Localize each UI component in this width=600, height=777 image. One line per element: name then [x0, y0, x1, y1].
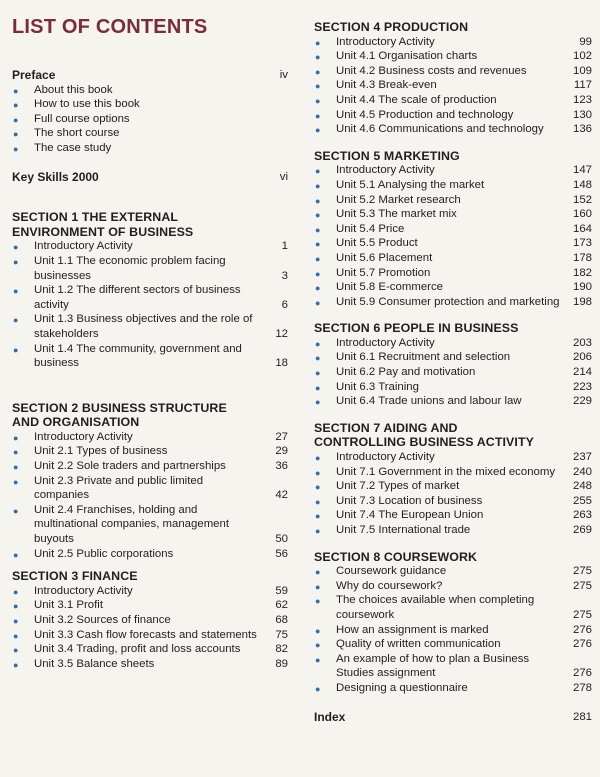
bullet-icon: ●: [315, 382, 321, 393]
bullet-icon: ●: [315, 368, 321, 379]
entry-title: Unit 1.1 The economic problem facing businesses: [34, 254, 226, 282]
toc-entry: [314, 350, 592, 365]
page-number: 68: [275, 614, 288, 626]
page-number: 82: [275, 643, 288, 656]
entry-title: Unit 5.6 Placement: [336, 251, 433, 264]
toc-entry: [314, 280, 592, 295]
bullet-icon: ●: [13, 85, 19, 96]
entry-title: Unit 5.8 E-commerce: [336, 281, 443, 294]
toc-entry: [314, 295, 592, 310]
list-item: [12, 126, 288, 141]
bullet-icon: ●: [13, 549, 19, 560]
section-7-heading: [314, 421, 592, 450]
page-number: 275: [572, 608, 592, 621]
page-number: 130: [572, 108, 592, 121]
page-number: 152: [572, 193, 592, 206]
section-2-heading-line2: AND ORGANISATION: [12, 415, 140, 430]
section-7-heading-line1: SECTION 7 AIDING AND: [314, 420, 458, 435]
entry-title: Full course options: [34, 112, 130, 125]
page-number: 203: [572, 336, 592, 349]
toc-entry: [314, 122, 592, 137]
page-number: 237: [572, 451, 592, 464]
bullet-icon: ●: [315, 482, 321, 493]
entry-title: The choices available when completing coursework: [336, 594, 535, 621]
bullet-icon: ●: [315, 467, 321, 478]
page-number: 173: [572, 237, 592, 250]
toc-entry: [314, 49, 592, 64]
toc-entry: [12, 254, 288, 283]
toc-entry: [314, 479, 592, 494]
entry-title: Why do coursework?: [336, 579, 443, 592]
page-number: 229: [572, 395, 592, 408]
page-number: 178: [572, 251, 592, 264]
bullet-icon: ●: [315, 268, 321, 279]
entry-title: Unit 6.2 Pay and motivation: [336, 366, 476, 379]
index-label: Index: [314, 709, 346, 724]
bullet-icon: ●: [13, 344, 19, 355]
section-3-heading: SECTION 3 FINANCE: [12, 569, 138, 584]
entry-title: Unit 1.4 The community, government and business: [34, 342, 242, 370]
bullet-icon: ●: [315, 66, 321, 77]
toc-entry: [314, 93, 592, 108]
page-number: 278: [572, 681, 592, 694]
section-7-heading-line2: CONTROLLING BUSINESS ACTIVITY: [314, 435, 534, 450]
bullet-icon: ●: [13, 256, 19, 267]
section-1-list: [12, 239, 288, 370]
entry-title: Designing a questionnaire: [336, 681, 468, 694]
page-number: 148: [572, 178, 592, 191]
page-number: 214: [572, 366, 592, 379]
section-1-heading-line2: ENVIRONMENT OF BUSINESS: [12, 224, 194, 239]
bullet-icon: ●: [315, 210, 321, 221]
page-number: 263: [572, 509, 592, 522]
toc-entry: [314, 523, 592, 538]
bullet-icon: ●: [315, 654, 321, 665]
entry-title: Unit 2.5 Public corporations: [34, 547, 174, 560]
page-number: 255: [572, 494, 592, 507]
page-number: 6: [281, 298, 288, 311]
toc-entry: [12, 459, 288, 474]
toc-entry: [12, 628, 288, 643]
bullet-icon: ●: [13, 462, 19, 473]
page-number: 102: [572, 50, 592, 63]
entry-title: Unit 5.7 Promotion: [336, 266, 431, 279]
entry-title: Introductory Activity: [34, 584, 133, 597]
bullet-icon: ●: [315, 224, 321, 235]
section-6-heading: SECTION 6 PEOPLE IN BUSINESS: [314, 321, 519, 336]
toc-entry: [314, 579, 592, 594]
page-number: 27: [275, 430, 288, 443]
toc-entry: [314, 163, 592, 178]
entry-title: Unit 4.4 The scale of production: [336, 93, 497, 106]
section-1-heading: [12, 210, 288, 239]
bullet-icon: ●: [315, 253, 321, 264]
bullet-icon: ●: [13, 601, 19, 612]
bullet-icon: ●: [315, 166, 321, 177]
toc-entry: [314, 494, 592, 509]
toc-entry: [314, 652, 592, 681]
entry-title: Unit 7.1 Government in the mixed economy: [336, 465, 556, 478]
bullet-icon: ●: [13, 114, 19, 125]
page-number: 59: [275, 584, 288, 597]
entry-title: About this book: [34, 83, 113, 96]
page-number: 160: [572, 208, 592, 221]
page-number: 29: [275, 445, 288, 458]
page-number: 240: [572, 465, 592, 478]
page-number: 276: [572, 638, 592, 651]
entry-title: Unit 4.5 Production and technology: [336, 108, 514, 121]
toc-entry: [314, 207, 592, 222]
entry-title: Unit 5.9 Consumer protection and marketing: [336, 295, 560, 308]
section-5-heading: SECTION 5 MARKETING: [314, 148, 460, 163]
bullet-icon: ●: [13, 100, 19, 111]
entry-title: Unit 7.5 International trade: [336, 524, 471, 536]
entry-title: Unit 3.1 Profit: [34, 599, 104, 612]
page-number: 99: [579, 35, 592, 48]
toc-entry: [12, 444, 288, 459]
section-3-list: [12, 584, 288, 672]
section-7-list: [314, 450, 592, 538]
toc-entry: [314, 64, 592, 79]
toc-entry: [12, 342, 288, 371]
bullet-icon: ●: [315, 95, 321, 106]
entry-title: Unit 2.1 Types of business: [34, 445, 168, 458]
bullet-icon: ●: [315, 581, 321, 592]
page-number: 136: [572, 123, 592, 136]
entry-title: Unit 4.3 Break-even: [336, 79, 437, 92]
page-number: 276: [572, 623, 592, 636]
page-number: 3: [281, 269, 288, 282]
entry-title: Introductory Activity: [336, 451, 435, 464]
bullet-icon: ●: [13, 659, 19, 670]
entry-title: Unit 4.6 Communications and technology: [336, 123, 544, 136]
entry-title: Unit 4.1 Organisation charts: [336, 50, 478, 63]
page-number: 147: [572, 164, 592, 177]
entry-title: Unit 5.2 Market research: [336, 193, 461, 206]
bullet-icon: ●: [315, 567, 321, 578]
preface-list: [12, 83, 288, 156]
toc-entry: [314, 564, 592, 579]
entry-title: Unit 5.4 Price: [336, 222, 405, 235]
entry-title: Unit 3.4 Trading, profit and loss accounts: [34, 643, 241, 656]
toc-entry: [314, 394, 592, 409]
section-8-heading: SECTION 8 COURSEWORK: [314, 549, 478, 564]
entry-title: Introductory Activity: [336, 164, 435, 177]
toc-entry: [12, 547, 288, 562]
bullet-icon: ●: [315, 110, 321, 121]
entry-title: Unit 7.3 Location of business: [336, 494, 483, 507]
section-4-list: [314, 35, 592, 137]
toc-entry: [314, 236, 592, 251]
section-2-list: [12, 430, 288, 561]
page-number: 276: [572, 667, 592, 680]
entry-title: Unit 7.2 Types of market: [336, 480, 460, 493]
toc-entry: [12, 642, 288, 657]
entry-title: How an assignment is marked: [336, 623, 489, 636]
entry-title: Unit 2.2 Sole traders and partnerships: [34, 460, 226, 473]
preface-label: Preface: [12, 68, 56, 82]
bullet-icon: ●: [13, 505, 19, 516]
bullet-icon: ●: [315, 596, 321, 607]
left-column: [12, 0, 288, 671]
entry-title: Unit 3.5 Balance sheets: [34, 657, 155, 670]
toc-entry: [314, 623, 592, 638]
page-number: 89: [275, 657, 288, 670]
page-number: 206: [572, 351, 592, 364]
toc-entry: [12, 657, 288, 672]
toc-entry: [314, 266, 592, 281]
bullet-icon: ●: [13, 143, 19, 154]
section-1-heading-line1: SECTION 1 THE EXTERNAL: [12, 210, 179, 225]
page-number: 50: [275, 533, 288, 546]
list-item: [12, 83, 288, 98]
bullet-icon: ●: [13, 476, 19, 487]
bullet-icon: ●: [315, 297, 321, 308]
entry-title: Coursework guidance: [336, 565, 447, 578]
bullet-icon: ●: [315, 81, 321, 92]
section-8-list: [314, 564, 592, 695]
toc-entry: [314, 508, 592, 523]
bullet-icon: ●: [13, 586, 19, 597]
bullet-icon: ●: [13, 242, 19, 253]
bullet-icon: ●: [315, 239, 321, 250]
bullet-icon: ●: [315, 195, 321, 206]
toc-entry: [12, 312, 288, 341]
bullet-icon: ●: [315, 338, 321, 349]
key-skills-entry: [12, 170, 288, 185]
toc-entry: [314, 78, 592, 93]
key-skills-label: Key Skills 2000: [12, 169, 99, 184]
page-number: 281: [572, 710, 592, 723]
toc-entry: [314, 681, 592, 696]
toc-entry: [314, 251, 592, 266]
entry-title: Unit 1.2 The different sectors of business activity: [34, 284, 241, 311]
bullet-icon: ●: [13, 129, 19, 140]
toc-entry: [12, 503, 288, 547]
page-number: 42: [275, 489, 288, 502]
bullet-icon: ●: [13, 630, 19, 641]
entry-title: Unit 3.2 Sources of finance: [34, 614, 171, 626]
section-2-heading-line1: SECTION 2 BUSINESS STRUCTURE: [12, 400, 227, 415]
entry-title: Unit 6.1 Recruitment and selection: [336, 351, 511, 364]
entry-title: Introductory Activity: [34, 430, 133, 443]
entry-title: How to use this book: [34, 98, 140, 111]
page-number: 182: [572, 266, 592, 279]
entry-title: Unit 4.2 Business costs and revenues: [336, 64, 527, 77]
bullet-icon: ●: [315, 180, 321, 191]
bullet-icon: ●: [315, 37, 321, 48]
toc-entry: [314, 593, 592, 622]
preface-heading: [12, 68, 288, 83]
entry-title: Introductory Activity: [336, 336, 435, 349]
entry-title: Quality of written communication: [336, 638, 501, 651]
page-number: 62: [275, 599, 288, 612]
toc-entry: [12, 613, 288, 628]
list-item: [12, 112, 288, 127]
right-column: [314, 0, 592, 724]
toc-entry: [12, 598, 288, 613]
entry-title: Unit 5.3 The market mix: [336, 208, 457, 221]
bullet-icon: ●: [315, 496, 321, 507]
page-number: 56: [275, 547, 288, 560]
section-6-list: [314, 336, 592, 409]
entry-title: Introductory Activity: [34, 240, 133, 253]
toc-entry: [12, 430, 288, 445]
toc-entry: [314, 365, 592, 380]
entry-title: Introductory Activity: [336, 35, 435, 48]
bullet-icon: ●: [13, 315, 19, 326]
toc-entry: [314, 222, 592, 237]
page-number: 123: [572, 93, 592, 106]
entry-title: Unit 5.1 Analysing the market: [336, 178, 485, 191]
toc-entry: [12, 239, 288, 254]
toc-entry: [314, 465, 592, 480]
bullet-icon: ●: [315, 125, 321, 136]
toc-entry: [314, 450, 592, 465]
page-number: 117: [573, 79, 592, 92]
toc-entry: [314, 178, 592, 193]
page-number: 1: [281, 240, 288, 253]
entry-title: Unit 6.3 Training: [336, 380, 419, 393]
bullet-icon: ●: [315, 640, 321, 651]
toc-entry: [314, 193, 592, 208]
toc-entry: [314, 108, 592, 123]
bullet-icon: ●: [13, 447, 19, 458]
page-number: 36: [275, 460, 288, 473]
entry-title: Unit 2.3 Private and public limited companies: [34, 474, 204, 502]
bullet-icon: ●: [315, 52, 321, 63]
page-title: LIST OF CONTENTS: [12, 16, 208, 38]
bullet-icon: ●: [13, 616, 19, 626]
section-4-heading: SECTION 4 PRODUCTION: [314, 20, 469, 34]
entry-title: Unit 5.5 Product: [336, 237, 418, 250]
section-2-heading: [12, 401, 288, 430]
entry-title: Unit 2.4 Franchises, holding and multinational companies, management buyouts: [34, 503, 230, 546]
page-number: 223: [572, 380, 592, 393]
list-item: [12, 141, 288, 156]
bullet-icon: ●: [315, 453, 321, 464]
page-number: vi: [279, 170, 288, 183]
entry-title: An example of how to plan a Business Studies assignment: [336, 652, 530, 680]
bullet-icon: ●: [13, 432, 19, 443]
page-number: 198: [572, 295, 592, 308]
toc-entry: [314, 336, 592, 351]
list-item: [12, 97, 288, 112]
page-number: 75: [275, 628, 288, 641]
index-entry: [314, 710, 592, 725]
entry-title: Unit 6.4 Trade unions and labour law: [336, 395, 522, 408]
page-number: 248: [572, 480, 592, 493]
toc-entry: [314, 35, 592, 50]
page-number: iv: [279, 69, 288, 81]
bullet-icon: ●: [315, 397, 321, 408]
page-number: 12: [275, 327, 288, 340]
page-number: 275: [572, 565, 592, 578]
page-number: 109: [572, 64, 592, 77]
toc-entry: [314, 637, 592, 652]
toc-entry: [12, 584, 288, 599]
toc-entry: [12, 474, 288, 503]
page-number: 18: [275, 357, 288, 370]
page-number: 269: [572, 524, 592, 536]
page-number: 275: [572, 579, 592, 592]
bullet-icon: ●: [315, 353, 321, 364]
section-5-list: [314, 163, 592, 309]
bullet-icon: ●: [13, 286, 19, 297]
toc-entry: [12, 283, 288, 312]
toc-entry: [314, 380, 592, 395]
entry-title: Unit 3.3 Cash flow forecasts and statements: [34, 628, 257, 641]
entry-title: Unit 7.4 The European Union: [336, 509, 484, 522]
entry-title: The short course: [34, 127, 120, 140]
entry-title: Unit 1.3 Business objectives and the role of stakeholders: [34, 313, 253, 340]
bullet-icon: ●: [315, 511, 321, 522]
bullet-icon: ●: [13, 645, 19, 656]
page-number: 164: [572, 222, 592, 235]
bullet-icon: ●: [315, 526, 321, 536]
bullet-icon: ●: [315, 625, 321, 636]
entry-title: The case study: [34, 141, 112, 154]
bullet-icon: ●: [315, 683, 321, 694]
bullet-icon: ●: [315, 283, 321, 294]
page-number: 190: [572, 281, 592, 294]
